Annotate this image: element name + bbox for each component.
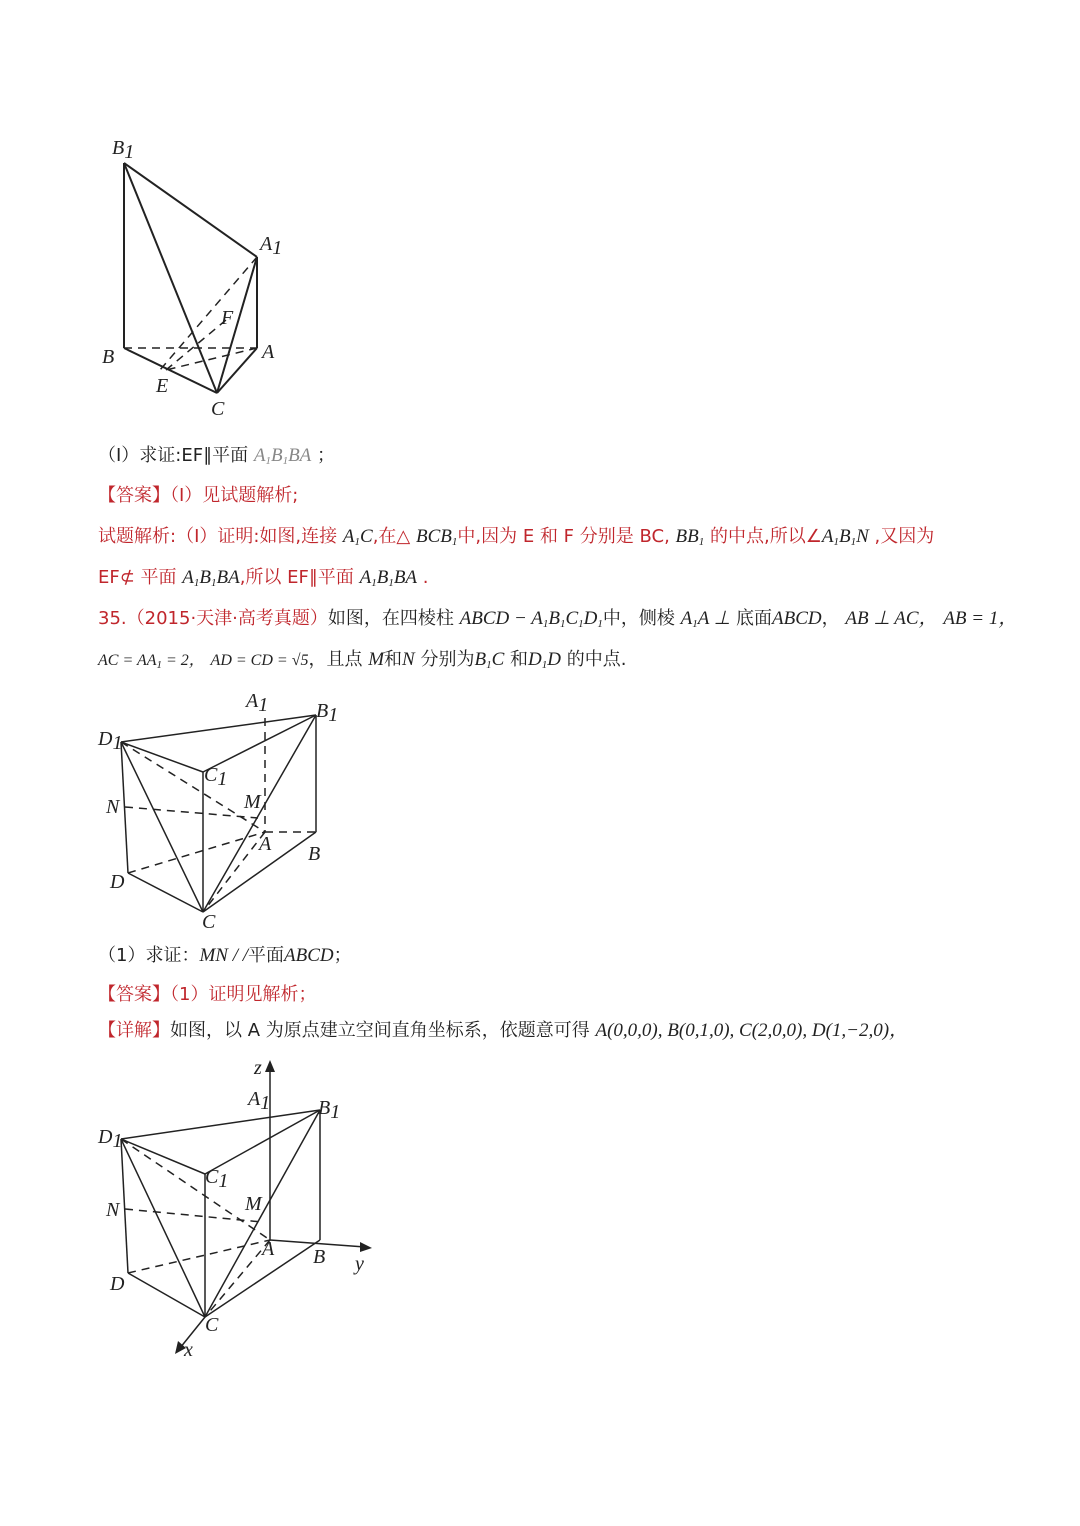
label3-D: D: [110, 1273, 125, 1295]
label-B: B: [102, 346, 115, 368]
analysis-line1: 试题解析:（Ⅰ）证明:如图,连接 $A_1C$,在△ $BCB_1$中,因为 E 和 F 分别是 BC, $BB_1$ 的中点,所以$\angle A_1B_1N$ ,又因为: [98, 526, 935, 548]
label3-C: C: [205, 1314, 219, 1336]
label3-C1: C1: [205, 1166, 229, 1192]
answer2: 【答案】（1）证明见解析；: [98, 984, 317, 1005]
label2-M: M: [244, 791, 261, 813]
label3-A1: A1: [248, 1088, 271, 1114]
label3-x: x: [184, 1339, 193, 1361]
label2-B: B: [308, 843, 321, 865]
label3-D1: D1: [98, 1126, 123, 1152]
part1-question: （Ⅰ）求证:EF∥平面 $A_1B_1BA$ ；: [98, 445, 336, 467]
label-A1: A1: [260, 233, 283, 259]
label2-N: N: [106, 796, 120, 818]
label-C: C: [211, 398, 225, 420]
label3-z: z: [254, 1057, 262, 1079]
label3-N: N: [106, 1199, 120, 1221]
label2-D1: D1: [98, 728, 123, 754]
label2-B1: B1: [316, 700, 339, 726]
label-F: F: [221, 307, 234, 329]
label2-A: A: [259, 833, 272, 855]
answer1: 【答案】（Ⅰ）见试题解析;: [98, 485, 299, 506]
label2-D: D: [110, 871, 125, 893]
label3-A: A: [262, 1238, 275, 1260]
problem35-line2: AC = $AA_1 = 2$， AD = CD = √5，且点 M和N 分别为$B_1C$ 和$D_1D$ 的中点.: [98, 649, 627, 671]
label2-C1: C1: [204, 764, 228, 790]
label-E: E: [156, 375, 169, 397]
analysis-line2: EF⊄ 平面 $A_1B_1BA$,所以 EF∥平面 $A_1B_1BA$ .: [98, 567, 429, 589]
label3-y: y: [355, 1253, 364, 1275]
problem35-line1: 35.（2015·天津·高考真题）如图，在四棱柱 ABCD − $A_1B_1C_1D_1$中，侧棱 $A_1A$ ⊥ 底面ABCD， AB ⊥ AC， AB = 1，: [98, 608, 1018, 630]
label-A: A: [262, 341, 275, 363]
label2-C: C: [202, 911, 216, 933]
question1: （1）求证：MN / /平面ABCD；: [98, 945, 352, 966]
prism3-solid-edges: [121, 1110, 320, 1317]
label3-B: B: [313, 1246, 326, 1268]
label-B1: B1: [112, 137, 135, 163]
label3-B1: B1: [318, 1097, 341, 1123]
label2-A1: A1: [246, 690, 269, 716]
prism3-dashed-edges: [121, 1139, 270, 1317]
label3-M: M: [245, 1193, 262, 1215]
detail: 【详解】如图，以 A 为原点建立空间直角坐标系，依题意可得 A(0,0,0), B(0,1,0), C(2,0,0), D(1,−2,0)，: [98, 1020, 909, 1041]
